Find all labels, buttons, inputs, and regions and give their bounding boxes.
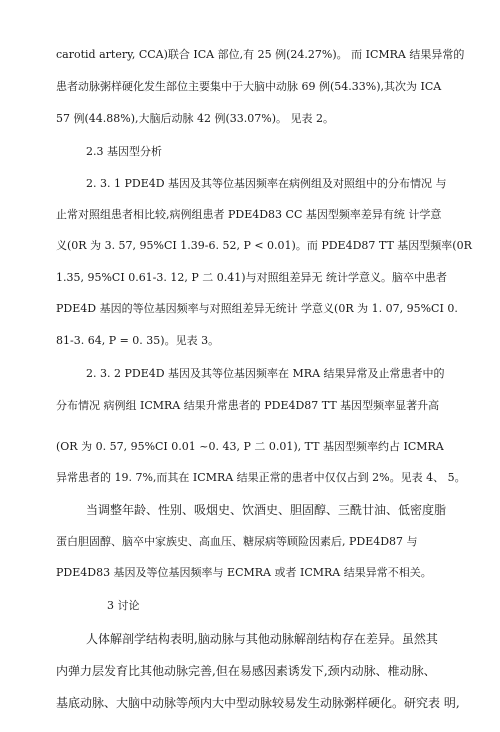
section-heading-3: 3 讨论 <box>107 599 140 612</box>
text-line-6: 止常对照组患者相比较,病例组患者 PDE4D83 CC 基因型频率差异有统 计学意 <box>56 208 442 221</box>
text-line-3: 57 例(44.88%),大脑后动脉 42 例(33.07%)。 见表 2。 <box>56 112 335 125</box>
text-line-8: 1.35, 95%CI 0.61-3. 12, P 二 0.41)与对照组差异无 统计学意义。脑卒中患者 <box>56 271 448 284</box>
text-line-5: 2. 3. 1 PDE4D 基因及其等位基因频率在病例组及对照组中的分布情况 与 <box>86 177 447 190</box>
section-heading-2-3: 2.3 基因型分析 <box>86 145 162 158</box>
text-line-10: 81-3. 64, P = 0. 35)。见表 3。 <box>56 334 220 347</box>
text-line-19: 人体解剖学结构表明,脑动脉与其他动脉解剖结构存在差异。虽然其 <box>86 632 438 646</box>
text-line-11: 2. 3. 2 PDE4D 基因及其等位基因频率在 MRA 结果异常及止常患者中的 <box>86 367 445 380</box>
text-line-21: 基底动脉、大脑中动脉等颅内大中型动脉较易发生动脉粥样硬化。研究表 明, <box>56 696 460 710</box>
text-line-1: carotid artery, CCA)联合 ICA 部位,有 25 例(24.27%)。 而 ICMRA 结果异常的 <box>56 48 465 61</box>
text-line-2: 患者动脉粥样硬化发生部位主要集中于大脑中动脉 69 例(54.33%),其次为 ICA <box>56 80 442 93</box>
text-line-13: (OR 为 0. 57, 95%CI 0.01 ~0. 43, P 二 0.01), TT 基因型频率约占 ICMRA <box>56 440 444 453</box>
text-line-20: 内弹力层发育比其他动脉完善,但在易感因素诱发下,颈内动脉、椎动脉、 <box>56 664 436 678</box>
text-line-14: 异常患者的 19. 7%,而其在 ICMRA 结果正常的患者中仅仅占到 2%。见表 4、 5。 <box>56 471 466 484</box>
text-line-17: PDE4D83 基因及等位基因频率与 ECMRA 或者 ICMRA 结果异常不相关。 <box>56 566 432 579</box>
text-line-16: 蛋白胆固醇、脑卒中家族史、高血压、糖尿病等顾险因素后, PDE4D87 与 <box>56 535 418 548</box>
text-line-7: 义(0R 为 3. 57, 95%CI 1.39-6. 52, P < 0.01)。而 PDE4D87 TT 基因型频率(0R <box>56 239 472 252</box>
text-line-9: PDE4D 基因的等位基因频率与对照组差异无统计 学意义(0R 为 1. 07, 95%CI 0. <box>56 302 458 315</box>
text-line-15: 当调整年龄、性别、吸烟史、饮酒史、胆固醇、三酰廿油、低密度脂 <box>86 503 447 517</box>
text-line-12: 分布情况 病例组 ICMRA 结果升常患者的 PDE4D87 TT 基因型频率显著升高 <box>56 399 440 412</box>
